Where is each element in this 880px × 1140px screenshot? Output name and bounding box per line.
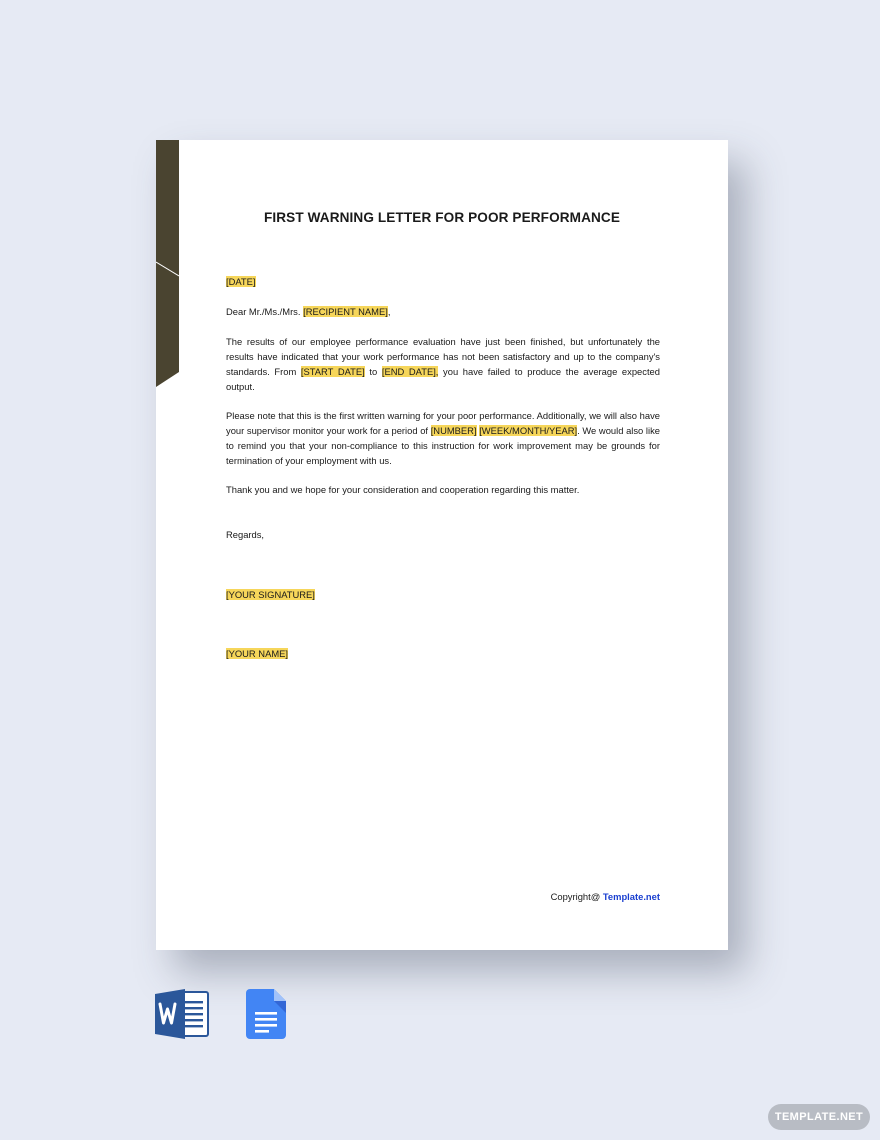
paragraph-3: Thank you and we hope for your consideration and cooperation regarding this matter. (226, 484, 580, 495)
date-placeholder: [DATE] (226, 276, 256, 287)
paragraph-2 (226, 408, 660, 468)
end-date-placeholder: [END DATE], (381, 366, 439, 377)
signature-placeholder: [YOUR SIGNATURE] (226, 589, 315, 600)
microsoft-word-icon[interactable] (155, 989, 209, 1039)
date-line (226, 274, 660, 289)
decorative-stripe (156, 140, 179, 390)
name-line (226, 646, 660, 661)
document-title: FIRST WARNING LETTER FOR POOR PERFORMANCE (263, 210, 621, 225)
copyright-link[interactable]: Template.net (602, 891, 660, 902)
salutation (226, 304, 660, 319)
paragraph-2-text: . We would also like to remind you that your non-compliance to this instruction for work improvement may be grounds for termination of your employment with us. (226, 425, 660, 466)
paragraph-1-text: The results of our employee performance evaluation have just been finished, but unfortunately the results have indicated that your work performance has not been satisfactory and up to the company's standards. From (226, 336, 660, 377)
number-placeholder: [NUMBER] (430, 425, 477, 436)
salutation-suffix: , (387, 306, 391, 317)
paragraph-2-text: Please note that this is the first written warning for your poor performance. Additionally, we will also have your supervisor monitor your work for a period of (226, 410, 660, 436)
recipient-placeholder: [RECIPIENT NAME] (303, 306, 388, 317)
paragraph-1 (226, 334, 660, 394)
copyright-prefix: Copyright@ (550, 891, 603, 902)
start-date-placeholder: [START DATE] (300, 366, 365, 377)
salutation-prefix: Dear Mr./Ms./Mrs. (226, 306, 304, 317)
google-docs-icon[interactable] (246, 989, 286, 1039)
signature-line (226, 587, 660, 602)
closing: Regards, (226, 529, 265, 540)
name-placeholder: [YOUR NAME] (226, 648, 288, 659)
period-placeholder: [WEEK/MONTH/YEAR] (479, 425, 578, 436)
paragraph-1-text: to (364, 366, 382, 377)
document-page (156, 140, 728, 950)
template-net-badge[interactable]: TEMPLATE.NET (768, 1104, 870, 1130)
copyright (551, 891, 660, 902)
paragraph-1-text: you have failed to produce the average expected output. (226, 366, 660, 392)
